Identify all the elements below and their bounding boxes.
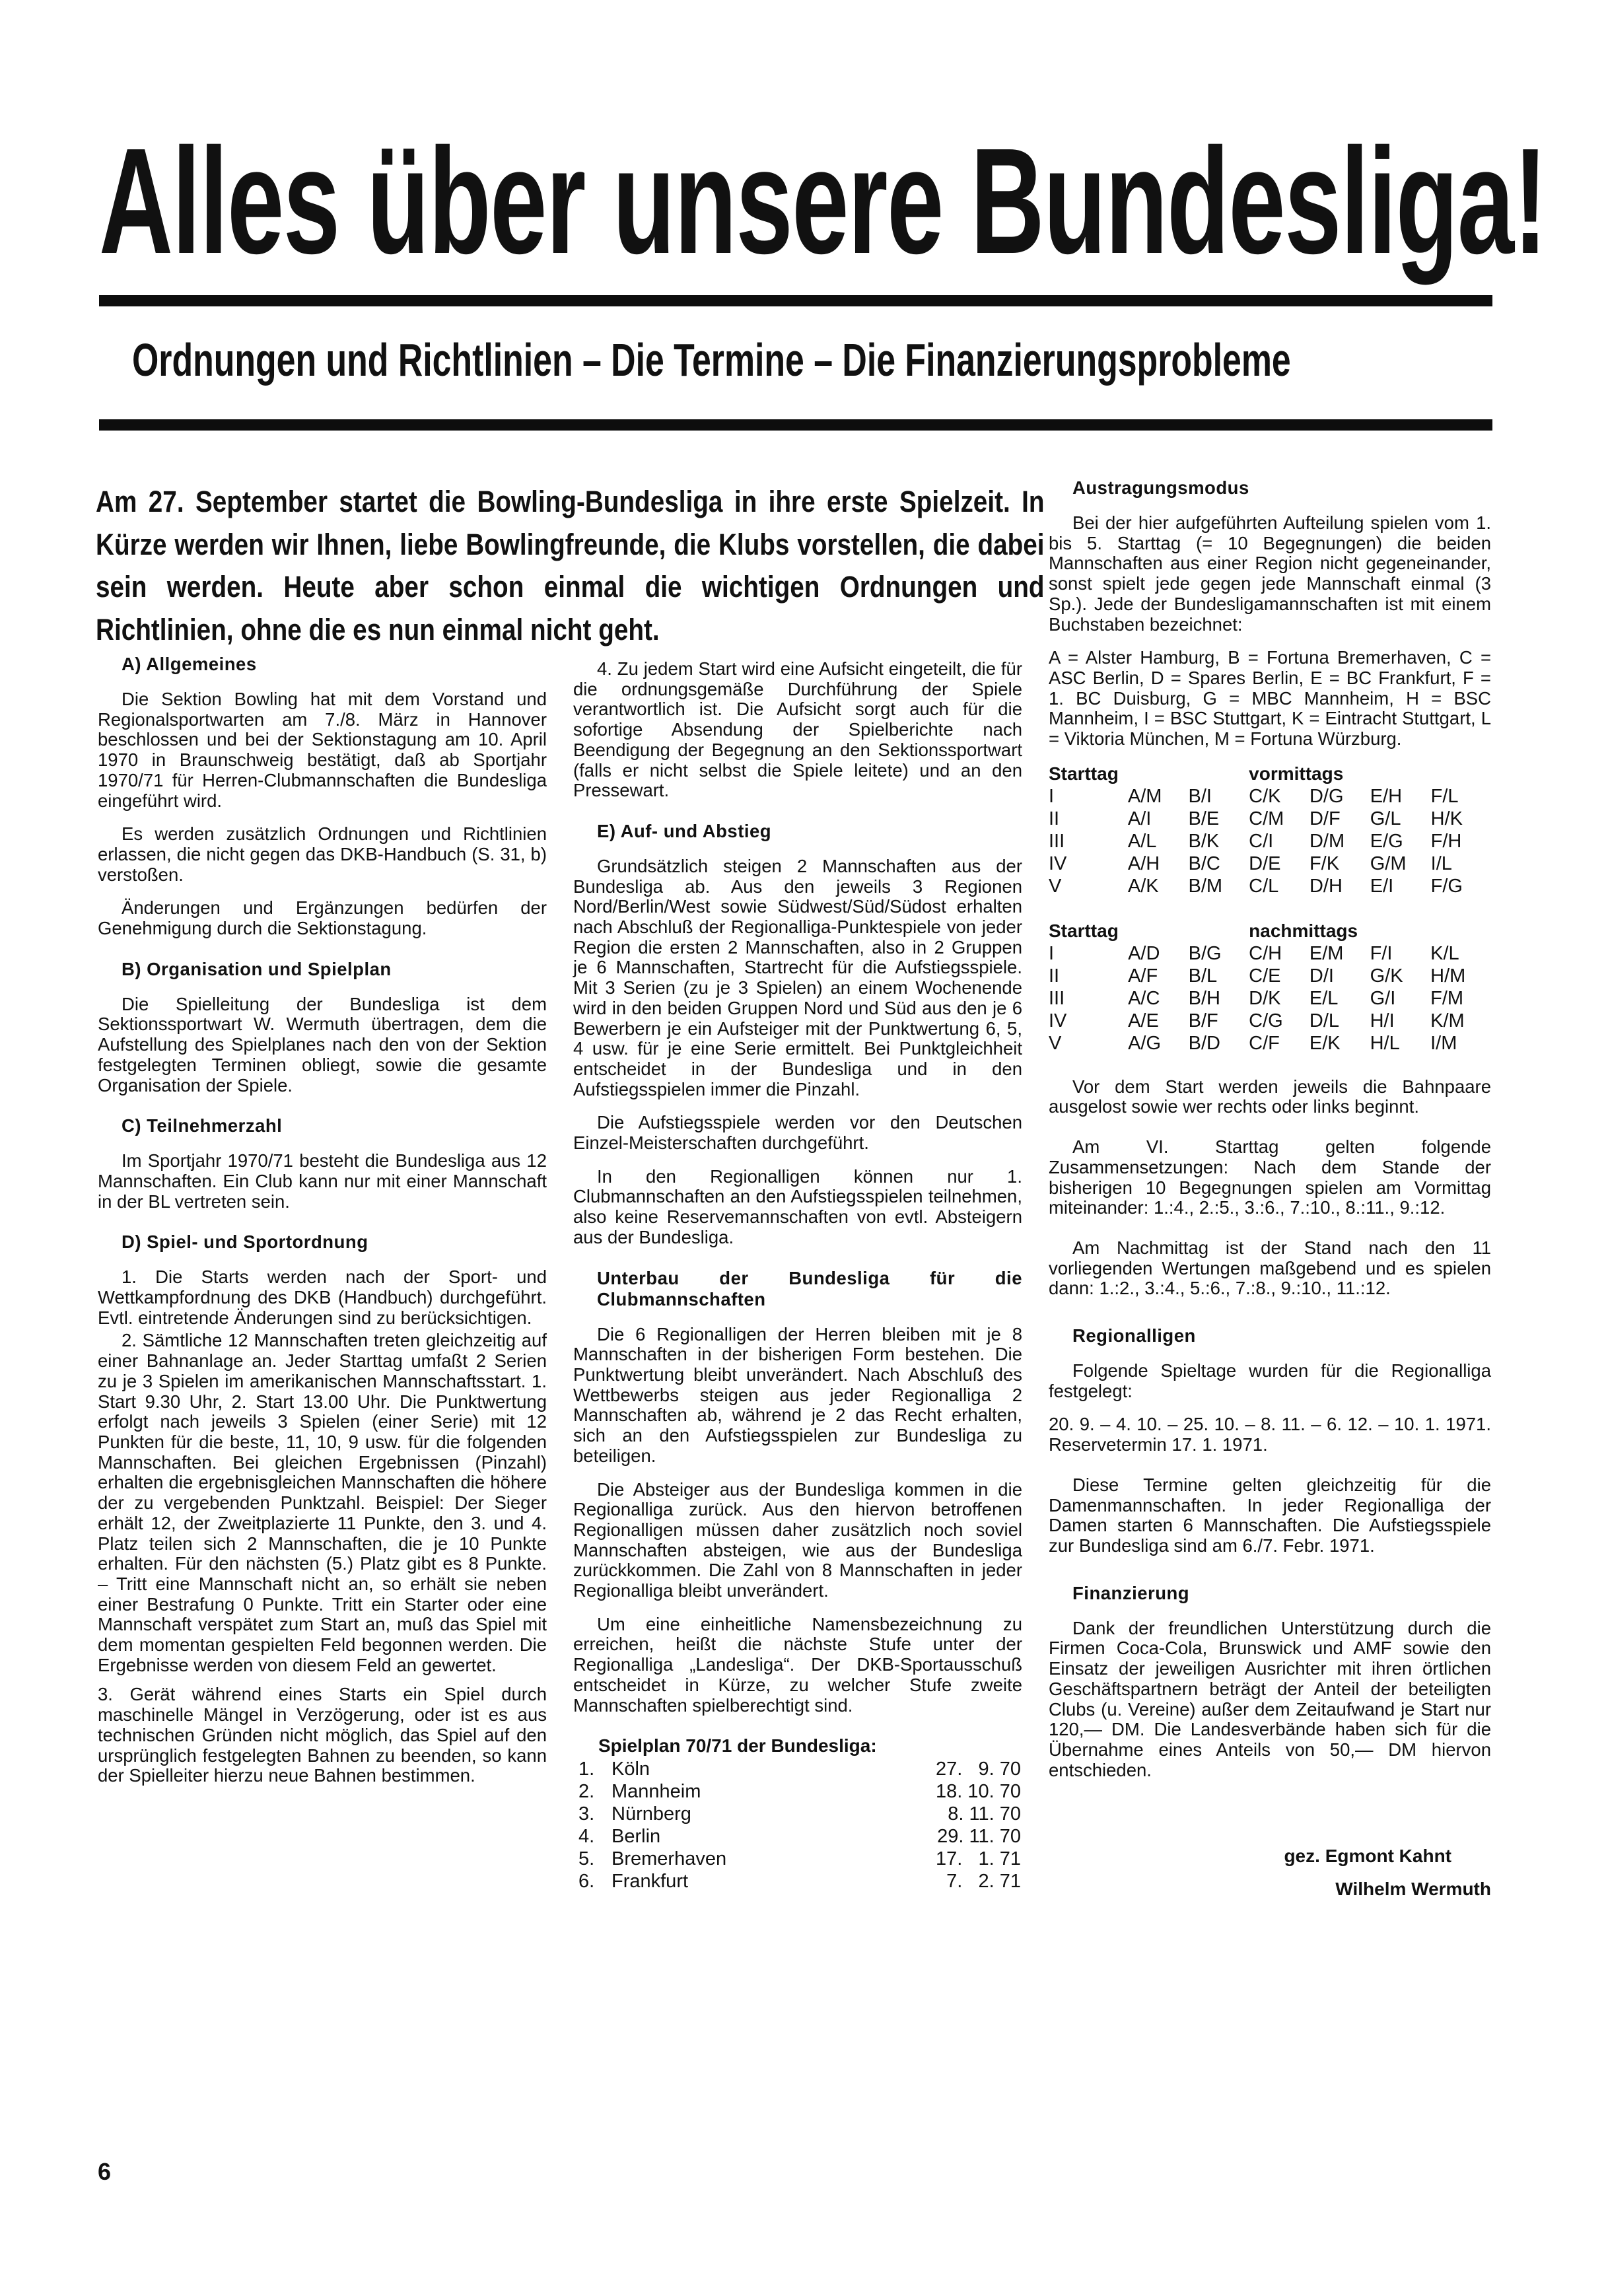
section-heading-austragungsmodus: Austragungsmodus <box>1072 477 1249 498</box>
section-heading-e: E) Auf- und Abstieg <box>597 820 772 841</box>
schedule-city: Köln <box>611 1758 650 1780</box>
schedule-num: 5. <box>578 1848 595 1870</box>
pairing-cell: C/L <box>1249 875 1279 897</box>
paragraph: Die Aufstiegsspiele werden vor den Deutschen Einzel-Meisterschaften durchgeführt. <box>573 1112 1022 1154</box>
schedule-num: 3. <box>578 1803 595 1825</box>
paragraph: Im Sportjahr 1970/71 besteht die Bundesliga aus 12 Mannschaften. Ein Club kann nur mit einer Mannschaft in der BL vertreten sein. <box>98 1150 547 1212</box>
pairing-cell: G/K <box>1370 965 1403 987</box>
schedule-date: 18. 10. 70 <box>936 1781 1021 1803</box>
pairing-row <box>1049 808 1491 830</box>
pairing-row <box>1049 875 1491 897</box>
starttag-number: II <box>1049 808 1060 829</box>
pairing-cell: B/K <box>1188 830 1220 852</box>
pairing-cell: B/L <box>1188 965 1218 987</box>
paragraph: Bei der hier aufgeführten Aufteilung spielen vom 1. bis 5. Starttag (= 10 Begegnungen) die beiden Mannschaften aus einer Region nicht gegeneinander, sonst spielt jede gegen jede Mannschaft einmal (3 Sp.). Jede der Bundesligamannschaften ist mit einem Buchstaben bezeichnet: <box>1049 512 1491 635</box>
schedule-row <box>573 1825 1022 1848</box>
pairing-cell: E/L <box>1309 987 1339 1009</box>
pairing-cell: A/I <box>1127 808 1152 829</box>
pairing-row <box>1049 987 1491 1010</box>
starttag-number: V <box>1049 875 1062 897</box>
pairing-cell: H/I <box>1370 1010 1395 1031</box>
section-heading-c: C) Teilnehmerzahl <box>122 1115 283 1136</box>
schedule-date: 27. 9. 70 <box>936 1758 1021 1780</box>
paragraph: Die Sektion Bowling hat mit dem Vorstand und Regionalsportwarten am 7./8. März in Hannover beschlossen und bei der Sektionstagung am 10. April 1970 in Braunschweig bestätigt, daß ab Sportjahr 1970/71 für Herren-Clubmannschaften die Bundesliga eingeführt wird. <box>98 689 547 811</box>
regional-dates: 20. 9. – 4. 10. – 25. 10. – 8. 11. – 6. 12. – 10. 1. 1971. Reservetermin 17. 1. 1971. <box>1049 1414 1491 1455</box>
schedule-row <box>573 1848 1022 1870</box>
pairings-label: Starttag <box>1049 763 1119 784</box>
pairing-cell: D/L <box>1309 1010 1340 1031</box>
schedule-row <box>573 1758 1022 1780</box>
pairing-cell: A/L <box>1127 830 1157 852</box>
section-heading-b: B) Organisation und Spielplan <box>122 958 392 979</box>
pairing-cell: C/G <box>1249 1010 1283 1031</box>
pairing-cell: D/M <box>1309 830 1345 852</box>
pairing-cell: D/E <box>1249 852 1281 874</box>
paragraph: Um eine einheitliche Namensbezeichnung zu erreichen, heißt die nächste Stufe unter der Regionalliga „Landesliga“. Der DKB-Sportausschuß entscheidet in Kürze, zu welcher Stufe zweite Mannschaften spielberechtigt sind. <box>573 1613 1022 1716</box>
schedule-date: 29. 11. 70 <box>937 1826 1021 1848</box>
pairing-cell: H/K <box>1430 808 1463 829</box>
pairing-cell: B/E <box>1188 808 1220 829</box>
pairing-cell: F/M <box>1430 987 1464 1009</box>
pairing-row <box>1049 852 1491 875</box>
starttag-number: V <box>1049 1032 1062 1054</box>
pairing-cell: A/H <box>1127 852 1160 874</box>
schedule-city: Bremerhaven <box>611 1848 727 1870</box>
schedule-city: Frankfurt <box>611 1871 689 1893</box>
lead-paragraph <box>96 481 1047 651</box>
pairing-cell: B/I <box>1188 785 1212 807</box>
paragraph: Die Absteiger aus der Bundesliga kommen in die Regionalliga zurück. Aus den hiervon betroffenen Regionalligen müssen daher zusätzlich noch soviel Mannschaften absteigen, wie aus der Bundesliga zurückkommen. Die Zahl von 8 Mannschaften in jeder Regionalliga bleibt unverändert. <box>573 1478 1022 1601</box>
pairing-row <box>1049 785 1491 808</box>
pairing-cell: B/H <box>1188 987 1220 1009</box>
column-1 <box>98 654 547 1799</box>
pairing-cell: A/F <box>1128 965 1158 987</box>
paragraph: Die Spielleitung der Bundesliga ist dem Sektionssportwart W. Wermuth übertragen, dem die Aufstellung des Spielplanes nach den von der Sektion festgelegten Terminen obliegt, sowie die gesamte Organisation der Spiele. <box>98 993 547 1096</box>
pairing-cell: D/I <box>1309 965 1334 987</box>
subtitle: Ordnungen und Richtlinien – Die Termine – Die Finanzierungsprobleme <box>132 334 1291 386</box>
section-heading-unterbau: Unterbau der Bundesliga für die Clubmannschaften <box>597 1267 1022 1309</box>
pairing-cell: D/K <box>1249 987 1281 1009</box>
schedule-num: 4. <box>578 1826 595 1848</box>
paragraph: 3. Gerät während eines Starts ein Spiel durch maschinelle Mängel in Verzögerung, oder ist es aus technischen Gründen nicht möglich, das Spiel auf den ursprünglich festgelegten Bahnen zu beenden, so kann der Spielleiter hierzu neue Bahnen bestimmen. <box>98 1684 547 1786</box>
morning-pairings <box>1049 763 1491 897</box>
pairing-cell: I/L <box>1430 852 1452 874</box>
pairing-cell: F/H <box>1430 830 1462 852</box>
starttag-number: II <box>1049 965 1060 987</box>
schedule-table <box>573 1735 1022 1893</box>
starttag-number: I <box>1049 785 1055 807</box>
pairing-cell: B/F <box>1188 1010 1218 1031</box>
pairing-cell: A/G <box>1128 1032 1162 1054</box>
page-number: 6 <box>98 2158 112 2185</box>
pairings-label: Starttag <box>1049 920 1119 941</box>
schedule-num: 1. <box>578 1758 595 1780</box>
paragraph: Änderungen und Ergänzungen bedürfen der Genehmigung durch die Sektionstagung. <box>98 897 547 939</box>
pairing-cell: C/K <box>1249 785 1281 807</box>
pairing-cell: D/G <box>1309 785 1344 807</box>
paragraph: 4. Zu jedem Start wird eine Aufsicht eingeteilt, die für die ordnungsgemäße Durchführung der Spiele verantwortlich ist. Die Aufsicht sorgt auch für die sofortige Absendung der Spielberichte nach Beendigung der Begegnung an den Sektionssportwart (falls er nicht selbst die Spiele leitete) und an den Pressewart. <box>573 658 1022 801</box>
paragraph: Die 6 Regionalligen der Herren bleiben mit je 8 Mannschaften in der bisherigen Form bestehen. Die Punktwertung bleibt unverändert. Nach Abschluß des Wettbewerbs steigen aus jeder Regionalliga 2 Mannschaften ab, während je 2 das Recht erhalten, sich an den Aufstiegsspielen zur Bundesliga zu beteiligen. <box>573 1323 1022 1466</box>
starttag-number: III <box>1049 830 1065 852</box>
pairing-row <box>1049 965 1491 987</box>
pairings-period: vormittags <box>1249 763 1344 784</box>
schedule-city: Nürnberg <box>611 1803 691 1825</box>
paragraph: Es werden zusätzlich Ordnungen und Richtlinien erlassen, die nicht gegen das DKB-Handbuch (S. 31, b) verstoßen. <box>98 823 547 885</box>
pairing-cell: E/I <box>1370 875 1394 897</box>
pairing-cell: A/E <box>1128 1010 1159 1031</box>
schedule-title: Spielplan 70/71 der Bundesliga: <box>598 1735 877 1757</box>
starttag-number: IV <box>1049 852 1067 874</box>
pairing-cell: K/L <box>1430 942 1459 964</box>
schedule-date: 8. 11. 70 <box>948 1803 1021 1825</box>
signature-line: gez. Egmont Kahnt <box>1284 1846 1451 1867</box>
pairing-cell: F/L <box>1430 785 1459 807</box>
schedule-row <box>573 1803 1022 1825</box>
afternoon-pairings <box>1049 920 1491 1055</box>
column-2 <box>573 659 1022 1893</box>
pairing-cell: C/M <box>1249 808 1284 829</box>
paragraph: 1. Die Starts werden nach der Sport- und Wettkampfordnung des DKB (Handbuch) durchgeführt. Evtl. eintretende Änderungen sind zu berücksichtigen. <box>98 1267 547 1328</box>
paragraph: Folgende Spieltage wurden für die Regionalliga festgelegt: <box>1049 1360 1491 1401</box>
pairing-cell: D/F <box>1309 808 1341 829</box>
paragraph: Am VI. Starttag gelten folgende Zusammensetzungen: Nach dem Stande der bisherigen 10 Begegnungen spielen am Vormittag miteinander: 1.:4., 2.:5., 3.:6., 7.:10., 8.:11., 9.:12. <box>1049 1136 1491 1218</box>
schedule-num: 2. <box>578 1781 595 1803</box>
section-heading-d: D) Spiel- und Sportordnung <box>122 1232 368 1253</box>
pairing-cell: F/K <box>1309 852 1340 874</box>
paragraph: In den Regionalligen können nur 1. Clubmannschaften an den Aufstiegsspielen teilnehmen, also keine Reservemannschaften von evtl. Absteigern aus der Bundesliga. <box>573 1165 1022 1247</box>
schedule-row <box>573 1780 1022 1803</box>
schedule-row <box>573 1870 1022 1893</box>
pairing-cell: H/M <box>1430 965 1466 987</box>
pairing-row <box>1049 830 1491 852</box>
pairing-cell: A/C <box>1128 987 1160 1009</box>
pairing-cell: C/I <box>1249 830 1274 852</box>
pairing-row <box>1049 1010 1491 1032</box>
schedule-date: 17. 1. 71 <box>936 1848 1021 1870</box>
pairing-cell: F/I <box>1370 942 1393 964</box>
starttag-number: III <box>1049 987 1065 1009</box>
pairing-cell: G/I <box>1370 987 1396 1009</box>
pairing-cell: A/M <box>1127 785 1162 807</box>
pairing-cell: B/D <box>1188 1032 1220 1054</box>
section-heading-regionalligen: Regionalligen <box>1072 1325 1196 1346</box>
section-heading-finanzierung: Finanzierung <box>1072 1582 1190 1603</box>
headline: Alles über unsere Bundesliga! <box>99 118 1547 285</box>
paragraph: Am Nachmittag ist der Stand nach den 11 vorliegenden Wertungen maßgebend und es spielen dann: 1.:2., 3.:4., 5.:6., 7.:8., 9.:10., 11.:12. <box>1049 1237 1491 1299</box>
pairing-cell: E/H <box>1370 785 1403 807</box>
pairing-cell: B/G <box>1188 942 1222 964</box>
pairing-cell: C/F <box>1249 1032 1280 1054</box>
lead-text: Am 27. September startet die Bowling-Bundesliga in ihre erste Spielzeit. In Kürze werden wir Ihnen, liebe Bowlingfreunde, die Klubs vorstellen, die dabei sein werden. Heute aber schon einmal die wichtigen Ordnungen und Richtlinien, ohne die es nun einmal nicht geht. <box>96 485 1045 646</box>
schedule-city: Mannheim <box>611 1781 701 1803</box>
schedule-date: 7. 2. 71 <box>946 1871 1021 1893</box>
pairing-cell: A/K <box>1127 875 1159 897</box>
pairing-cell: I/M <box>1430 1032 1457 1054</box>
pairing-cell: E/M <box>1309 942 1344 964</box>
pairing-cell: E/K <box>1309 1032 1341 1054</box>
pairing-row <box>1049 1032 1491 1055</box>
team-legend: A = Alster Hamburg, B = Fortuna Bremerhaven, C = ASC Berlin, D = Spares Berlin, E = BC Frankfurt, F = 1. BC Duisburg, G = MBC Mannheim, H = BSC Mannheim, I = BSC Stuttgart, K = Eintracht Stuttgart, L = Viktoria München, M = Fortuna Würzburg. <box>1049 647 1491 749</box>
paragraph: Vor dem Start werden jeweils die Bahnpaare ausgelost sowie wer rechts oder links beginnt. <box>1049 1076 1491 1117</box>
paragraph: Diese Termine gelten gleichzeitig für die Damenmannschaften. In jeder Regionalliga der Damen starten 6 Mannschaften. Die Aufstiegsspiele zur Bundesliga sind am 6./7. Febr. 1971. <box>1049 1474 1491 1556</box>
schedule-num: 6. <box>578 1871 595 1893</box>
pairing-cell: F/G <box>1430 875 1463 897</box>
paragraph: Dank der freundlichen Unterstützung durch die Firmen Coca-Cola, Brunswick und AMF sowie den Einsatz der jeweiligen Ausrichter mit ihren örtlichen Geschäftspartnern beträgt der Anteil der beteiligten Clubs (u. Vereine) außer dem Zeitaufwand je Start nur 120,— DM. Die Landesverbände haben sich für die Übernahme eines Anteils von 50,— DM hiervon entschieden. <box>1049 1617 1491 1780</box>
column-3 <box>1049 477 1491 1906</box>
pairing-cell: C/H <box>1249 942 1282 964</box>
pairing-cell: K/M <box>1430 1010 1465 1031</box>
signature <box>1049 1840 1491 1906</box>
pairing-cell: E/G <box>1370 830 1403 852</box>
paragraph: Grundsätzlich steigen 2 Mannschaften aus der Bundesliga ab. Aus den jeweils 3 Regionen Nord/Berlin/West sowie Südwest/Süd/Südost erhalten nach Abschluß der Regionalliga-Punktespiele von jeder Region die ersten 2 Mannschaften, also in 2 Gruppen je 6 Mannschaften, Startrecht für die Aufstiegsspiele. Mit 3 Serien (zu je 3 Spielen) an einem Wochenende wird in den beiden Gruppen Nord und Süd aus den je 6 Bewerbern je ein Aufsteiger mit der Punktwertung 6, 5, 4 usw. für je eine Serie ermittelt. Bei Punktgleichheit entscheidet in der Bundesliga und in den Aufstiegsspielen immer die Pinzahl. <box>573 855 1022 1099</box>
pairing-cell: C/E <box>1249 965 1281 987</box>
starttag-number: I <box>1049 942 1055 964</box>
schedule-city: Berlin <box>611 1826 661 1848</box>
signature-line: Wilhelm Wermuth <box>1335 1879 1491 1900</box>
pairing-cell: A/D <box>1128 942 1160 964</box>
pairing-cell: H/L <box>1370 1032 1400 1054</box>
header-rule-bottom <box>99 419 1492 431</box>
starttag-number: IV <box>1049 1010 1067 1031</box>
header-rule-top <box>99 295 1492 306</box>
pairing-cell: B/M <box>1188 875 1223 897</box>
section-heading-a: A) Allgemeines <box>122 654 257 674</box>
pairing-cell: G/M <box>1370 852 1407 874</box>
paragraph: 2. Sämtliche 12 Mannschaften treten gleichzeitig auf einer Bahnanlage an. Jeder Starttag umfaßt 2 Serien zu je 3 Spielen im amerikanischen Mannschaftsstart. 1. Start 9.30 Uhr, 2. Start 13.00 Uhr. Die Punktwertung erfolgt nach jeweils 3 Spielen (einer Serie) mit 12 Punkten für die beste, 11, 10, 9 usw. für die folgenden Mannschaften. Bei gleichen Ergebnissen (Pinzahl) erhalten die ergebnisgleichen Mannschaften die höhere der zu vergebenden Punktzahl. Beispiel: Der Sieger erhält 12, der Zweitplazierte 11 Punkte, den 3. und 4. Platz teilen sich 2 Mannschaften, die je 10 Punkte erhalten. Für den nächsten (5.) Platz gibt es 8 Punkte. – Tritt eine Mannschaft nicht an, so erhält sie neben einer Bestrafung 0 Punkte. Tritt ein Starter oder eine Mannschaft verspätet zum Start an, muß das Spiel mit dem momentan gespielten Feld begonnen werden. Die Ergebnisse werden von diesem Feld an gewertet. <box>98 1330 547 1675</box>
pairings-period: nachmittags <box>1249 920 1358 941</box>
pairing-row <box>1049 942 1491 965</box>
pairing-cell: D/H <box>1309 875 1343 897</box>
pairing-cell: B/C <box>1188 852 1220 874</box>
pairing-cell: G/L <box>1370 808 1401 829</box>
